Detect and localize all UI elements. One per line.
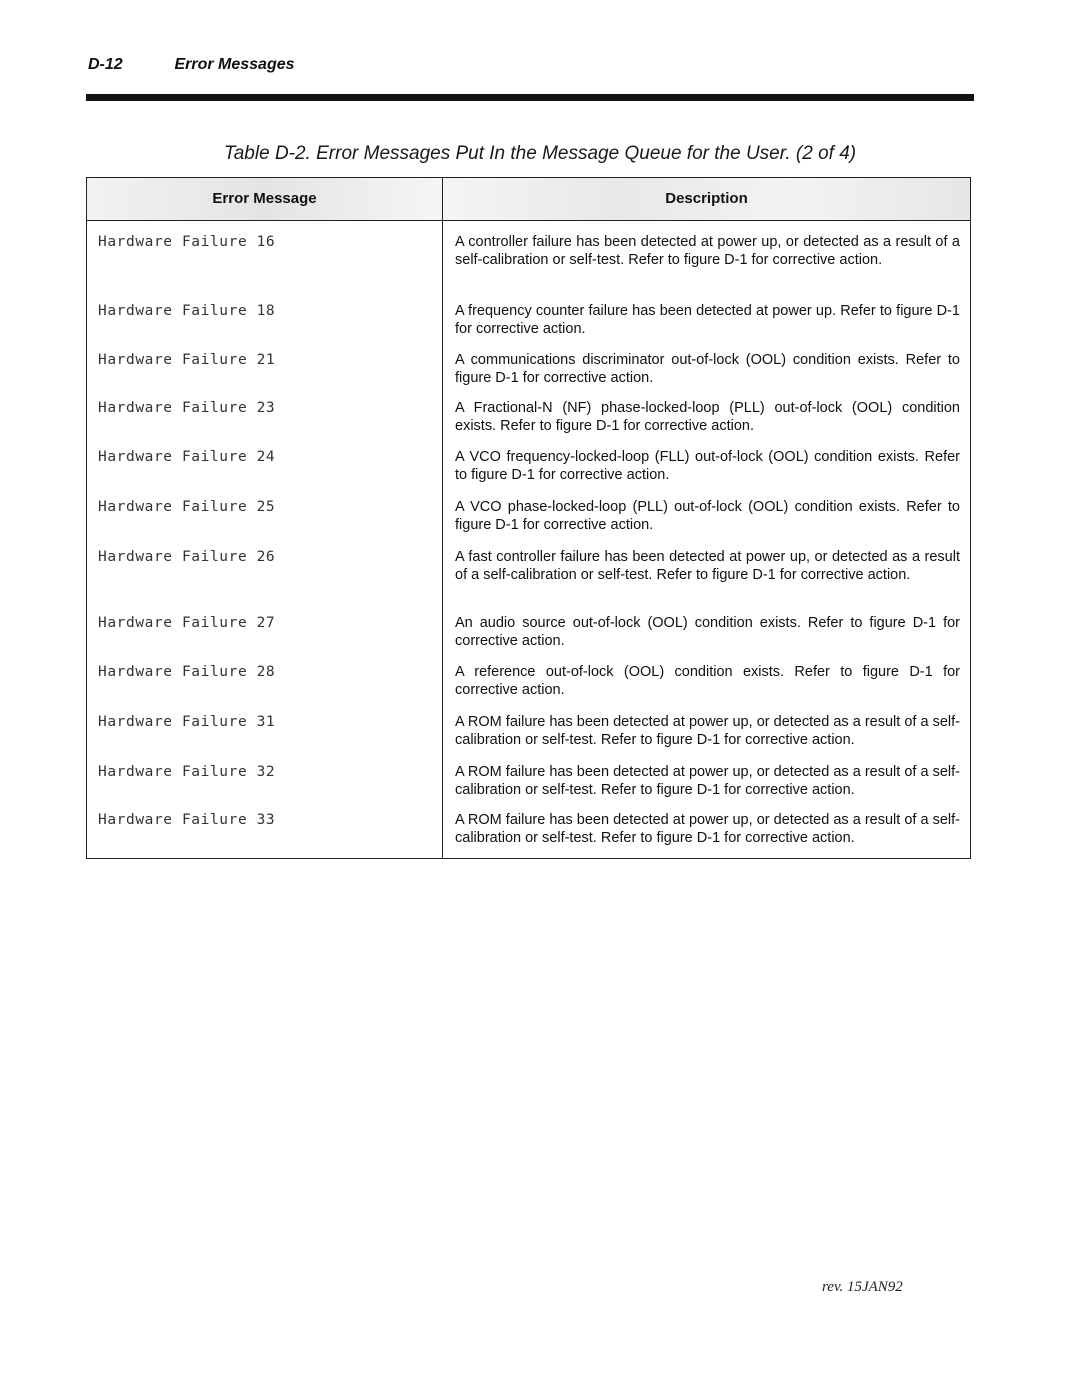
- revision-note: rev. 15JAN92: [822, 1279, 903, 1295]
- error-message-cell: Hardware Failure 33: [98, 812, 276, 828]
- description-cell: A fast controller failure has been detected at power up, or detected as a result of a self-calibration or self-test. Refer to figure D-1 for corrective action.: [455, 549, 960, 583]
- error-message-cell: Hardware Failure 21: [98, 352, 276, 368]
- page-header: [88, 56, 295, 74]
- error-message-cell: Hardware Failure 24: [98, 449, 276, 465]
- error-message-cell: Hardware Failure 26: [98, 549, 276, 565]
- description-cell: A ROM failure has been detected at power up, or detected as a result of a self-calibration or self-test. Refer to figure D-1 for corrective action.: [455, 812, 960, 846]
- description-cell: A ROM failure has been detected at power up, or detected as a result of a self-calibration or self-test. Refer to figure D-1 for corrective action.: [455, 764, 960, 798]
- table-title: Table D-2. Error Messages Put In the Message Queue for the User. (2 of 4): [223, 143, 857, 164]
- error-message-cell: Hardware Failure 23: [98, 400, 276, 416]
- description-cell: A reference out-of-lock (OOL) condition exists. Refer to figure D-1 for corrective action.: [455, 664, 960, 698]
- column-header-description: Description: [665, 190, 748, 207]
- description-cell: A VCO frequency-locked-loop (FLL) out-of-lock (OOL) condition exists. Refer to figure D-1 for corrective action.: [455, 449, 960, 483]
- error-message-cell: Hardware Failure 18: [98, 303, 276, 319]
- page-number: D-12: [88, 56, 123, 73]
- column-header-error-message: Error Message: [212, 190, 317, 207]
- table-header: [87, 178, 970, 221]
- section-title: Error Messages: [174, 56, 295, 73]
- description-cell: A controller failure has been detected at power up, or detected as a result of a self-calibration or self-test. Refer to figure D-1 for corrective action.: [455, 234, 960, 268]
- error-message-cell: Hardware Failure 31: [98, 714, 276, 730]
- description-cell: A Fractional-N (NF) phase-locked-loop (PLL) out-of-lock (OOL) condition exists. Refer to figure D-1 for corrective action.: [455, 400, 960, 434]
- error-table: [86, 177, 971, 859]
- description-cell: A ROM failure has been detected at power up, or detected as a result of a self-calibration or self-test. Refer to figure D-1 for corrective action.: [455, 714, 960, 748]
- error-message-cell: Hardware Failure 16: [98, 234, 276, 250]
- error-message-cell: Hardware Failure 32: [98, 764, 276, 780]
- description-cell: A frequency counter failure has been detected at power up. Refer to figure D-1 for corrective action.: [455, 303, 960, 337]
- column-divider: [442, 178, 443, 858]
- description-cell: A VCO phase-locked-loop (PLL) out-of-lock (OOL) condition exists. Refer to figure D-1 for corrective action.: [455, 499, 960, 533]
- error-message-cell: Hardware Failure 27: [98, 615, 276, 631]
- error-message-cell: Hardware Failure 28: [98, 664, 276, 680]
- error-message-cell: Hardware Failure 25: [98, 499, 276, 515]
- description-cell: A communications discriminator out-of-lock (OOL) condition exists. Refer to figure D-1 for corrective action.: [455, 352, 960, 386]
- header-rule: [86, 94, 974, 101]
- description-cell: An audio source out-of-lock (OOL) condition exists. Refer to figure D-1 for corrective action.: [455, 615, 960, 649]
